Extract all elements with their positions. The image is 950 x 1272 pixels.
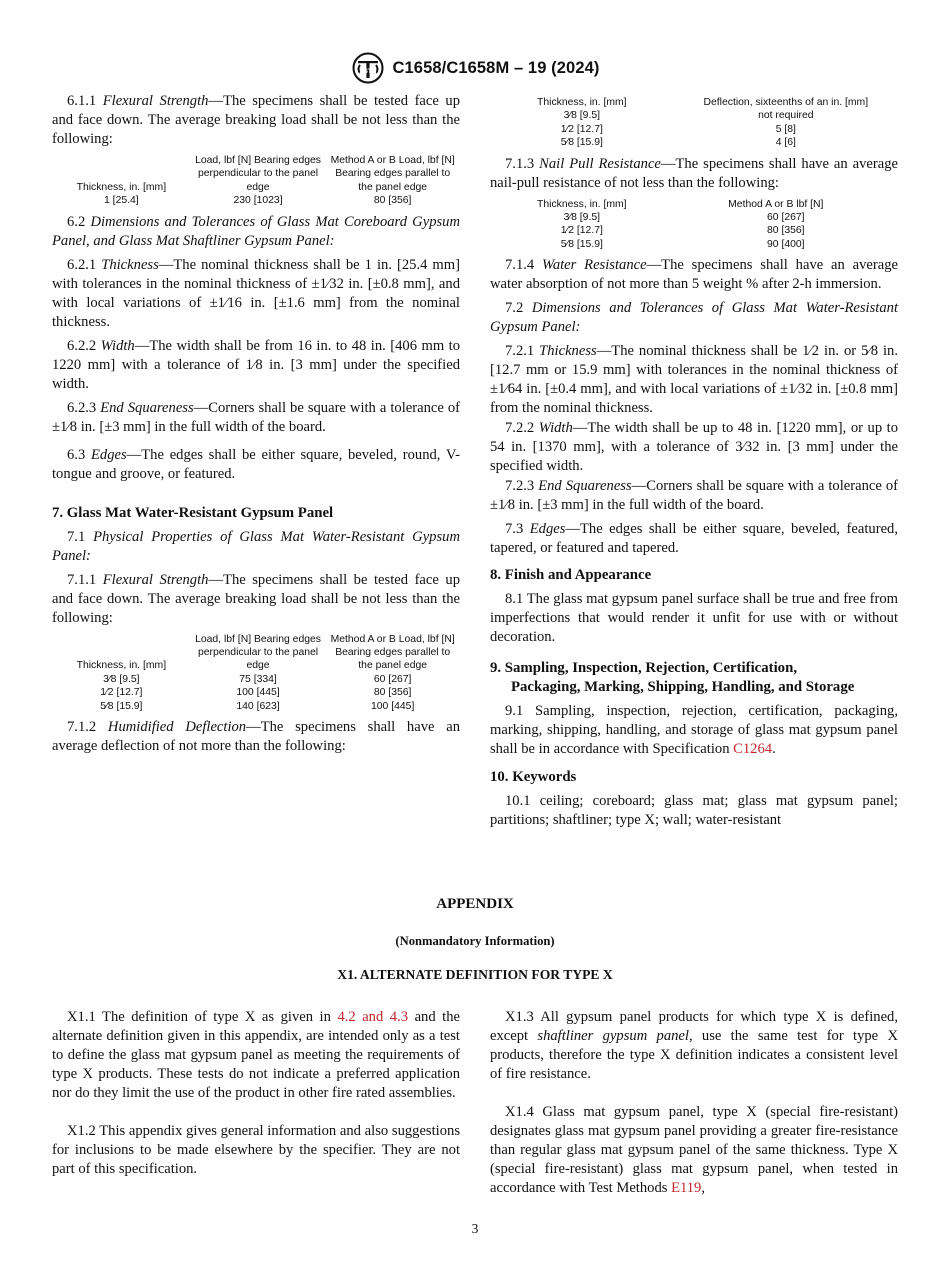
link-e119[interactable]: E119 — [671, 1180, 702, 1196]
para-x1-1: X1.1 The definition of type X as given in 4.2 and 4.3 and the alternate definition given in this appendix, are intended only as a test to define the glass mat gypsum panel as meeting the requirements of type X products. These tests do not indicate a preferred application nor do they limit the use of the product in other fire rated assemblies. — [52, 1009, 460, 1101]
section-10-heading: 10. Keywords — [490, 769, 577, 786]
appendix-title: APPENDIX — [436, 896, 514, 912]
link-4-2-and-4-3[interactable]: 4.2 and 4.3 — [337, 1009, 409, 1025]
para-7-3: 7.3 Edges—The edges shall be either square, beveled, featured, tapered, or featured and tapered. — [490, 521, 898, 557]
appendix-left-column — [52, 1008, 460, 1198]
nail-pull-resistance-table — [490, 198, 898, 252]
para-8-1: 8.1 The glass mat gypsum panel surface shall be true and free from imperfections that would render it unfit for use with or without decoration. — [490, 591, 898, 646]
appendix-subtitle: (Nonmandatory Information) — [395, 934, 555, 948]
para-6-2-2: 6.2.2 Width—The width shall be from 16 in. to 48 in. [406 mm to 1220 mm] with a tolerance of 1⁄8 in. [3 mm] under the specified width. — [52, 337, 460, 392]
table-row: 5⁄8 [15.9] 140 [623] 100 [445] — [100, 700, 415, 712]
para-9-1: 9.1 Sampling, inspection, rejection, certification, packaging, marking, shipping, handling, and storage of glass mat gypsum panel shall be in accordance with Specification C1264. — [490, 703, 898, 758]
table-header: Thickness, in. [mm] — [76, 660, 167, 672]
table-header: Load, lbf [N] Bearing edges perpendicular to the panel edge — [195, 633, 321, 672]
para-6-2: 6.2 Dimensions and Tolerances of Glass Mat Coreboard Gypsum Panel, and Glass Mat Shaftliner Gypsum Panel: — [52, 213, 461, 249]
para-x1-3: X1.3 All gypsum panel products for which type X is defined, except shaftliner gypsum panel, use the same test for type X products, therefore the type X definition indicates a consistent level of fire resistance. — [490, 1009, 898, 1082]
right-column — [490, 96, 898, 835]
table-header: Method A or B Load, lbf [N] Bearing edges parallel to the panel edge — [330, 633, 455, 672]
para-6-2-3: 6.2.3 End Squareness—Corners shall be square with a tolerance of ±1⁄8 in. [±3 mm] in the full width of the board. — [52, 399, 460, 435]
table-header: Method A or B lbf [N] — [728, 198, 824, 210]
para-7-2: 7.2 Dimensions and Tolerances of Glass Mat Water-Resistant Gypsum Panel: — [490, 300, 898, 336]
table-row: 1⁄2 [12.7] 100 [445] 80 [356] — [100, 687, 412, 699]
section-8-heading: 8. Finish and Appearance — [490, 567, 652, 584]
table-row: 5⁄8 [15.9] 4 [6] — [560, 137, 796, 149]
page-number: 3 — [471, 1221, 479, 1236]
para-7-2-2: 7.2.2 Width—The width shall be up to 48 in. [1220 mm], or up to 54 in. [1370 mm], with a tolerance of 3⁄32 in. [3 mm] under the specified width. — [490, 420, 898, 475]
section-9-heading: 9. Sampling, Inspection, Rejection, Certification, Packaging, Marking, Shipping, Handling, and Storage — [490, 660, 855, 696]
para-7-2-3: 7.2.3 End Squareness—Corners shall be square with a tolerance of ±1⁄8 in. [±3 mm] in the full width of the board. — [490, 478, 898, 514]
para-10-1: 10.1 ceiling; coreboard; glass mat; glass mat gypsum panel; partitions; shaftliner; type X; wall; water-resistant — [490, 793, 898, 829]
table-row: 3⁄8 [9.5] 60 [267] — [563, 212, 805, 224]
left-column — [52, 92, 460, 761]
para-7-2-1: 7.2.1 Thickness—The nominal thickness shall be 1⁄2 in. or 5⁄8 in. [12.7 mm or 15.9 mm] with tolerances in the nominal thickness of ±1⁄64 in. [±0.4 mm], and with local variations of ±1⁄32 in. [±0.8 mm] from the nominal thickness. — [490, 343, 898, 417]
table-header: Thickness, in. [mm] — [76, 181, 167, 193]
flexural-strength-table-coreboard — [52, 154, 460, 208]
table-row: 1⁄2 [12.7] 5 [8] — [560, 123, 796, 135]
section-7-heading: 7. Glass Mat Water-Resistant Gypsum Panel — [52, 504, 334, 521]
page-header — [0, 52, 950, 84]
para-7-1-2: 7.1.2 Humidified Deflection—The specimens shall have an average deflection of not more than the following: — [52, 719, 460, 755]
para-6-1-1: 6.1.1 Flexural Strength—The specimens shall be tested face up and face down. The average breaking load shall be not less than the following: — [52, 93, 460, 147]
svg-text:ASTM: ASTM — [359, 69, 377, 75]
table-row: 5⁄8 [15.9] 90 [400] — [560, 238, 805, 250]
humidified-deflection-table — [490, 96, 898, 150]
para-7-1-1: 7.1.1 Flexural Strength—The specimens shall be tested face up and face down. The average breaking load shall be not less than the following: — [52, 571, 460, 626]
astm-logo-icon — [351, 52, 385, 84]
link-c1264[interactable]: C1264 — [733, 741, 773, 758]
para-x1-4: X1.4 Glass mat gypsum panel, type X (special fire-resistant) designates glass mat gypsum panel providing a greater fire-resistance than regular glass mat gypsum panel of the same thickness. Type X (special fire-resistant) glass mat gypsum panel, when tested in accordance with Test Methods E119, — [490, 1104, 898, 1196]
flexural-strength-table-water-resistant — [52, 633, 460, 713]
para-7-1: 7.1 Physical Properties of Glass Mat Water-Resistant Gypsum Panel: — [52, 528, 460, 564]
document-id: C1658/C1658M – 19 (2024) — [392, 58, 600, 77]
table-row: 1 [25.4] 230 [1023] 80 [356] — [104, 195, 412, 207]
table-header: Thickness, in. [mm] — [537, 97, 627, 108]
table-header: Deflection, sixteenths of an in. [mm] — [703, 97, 869, 108]
table-row: 1⁄2 [12.7] 80 [356] — [560, 225, 805, 237]
para-7-1-3: 7.1.3 Nail Pull Resistance—The specimens shall have an average nail-pull resistance of not less than the following: — [490, 155, 898, 191]
para-6-2-1: 6.2.1 Thickness—The nominal thickness shall be 1 in. [25.4 mm] with tolerances in the nominal thickness of ±1⁄32 in. [±0.8 mm], and with local variations of ±1⁄16 in. [±1.6 mm] from the nominal thickness. — [52, 256, 460, 330]
para-6-3: 6.3 Edges—The edges shall be either square, beveled, round, V-tongue and groove, or featured. — [52, 446, 460, 482]
table-header: Thickness, in. [mm] — [537, 198, 627, 210]
appendix-right-column — [490, 1008, 898, 1217]
table-row: 3⁄8 [9.5] 75 [334] 60 [267] — [103, 673, 412, 685]
table-row: 3⁄8 [9.5] not required — [563, 110, 814, 122]
appendix-heading: X1. ALTERNATE DEFINITION FOR TYPE X — [337, 967, 613, 982]
para-7-1-4: 7.1.4 Water Resistance—The specimens shall have an average water absorption of not more than 5 weight % after 2-h immersion. — [490, 257, 898, 293]
table-header: Method A or B Load, lbf [N] Bearing edges parallel to the panel edge — [330, 155, 455, 193]
para-x1-2: X1.2 This appendix gives general information and also suggestions for inclusions to be made elsewhere by the specifier. They are not part of this specification. — [52, 1123, 460, 1177]
table-header: Load, lbf [N] Bearing edges perpendicular to the panel edge — [195, 155, 321, 193]
